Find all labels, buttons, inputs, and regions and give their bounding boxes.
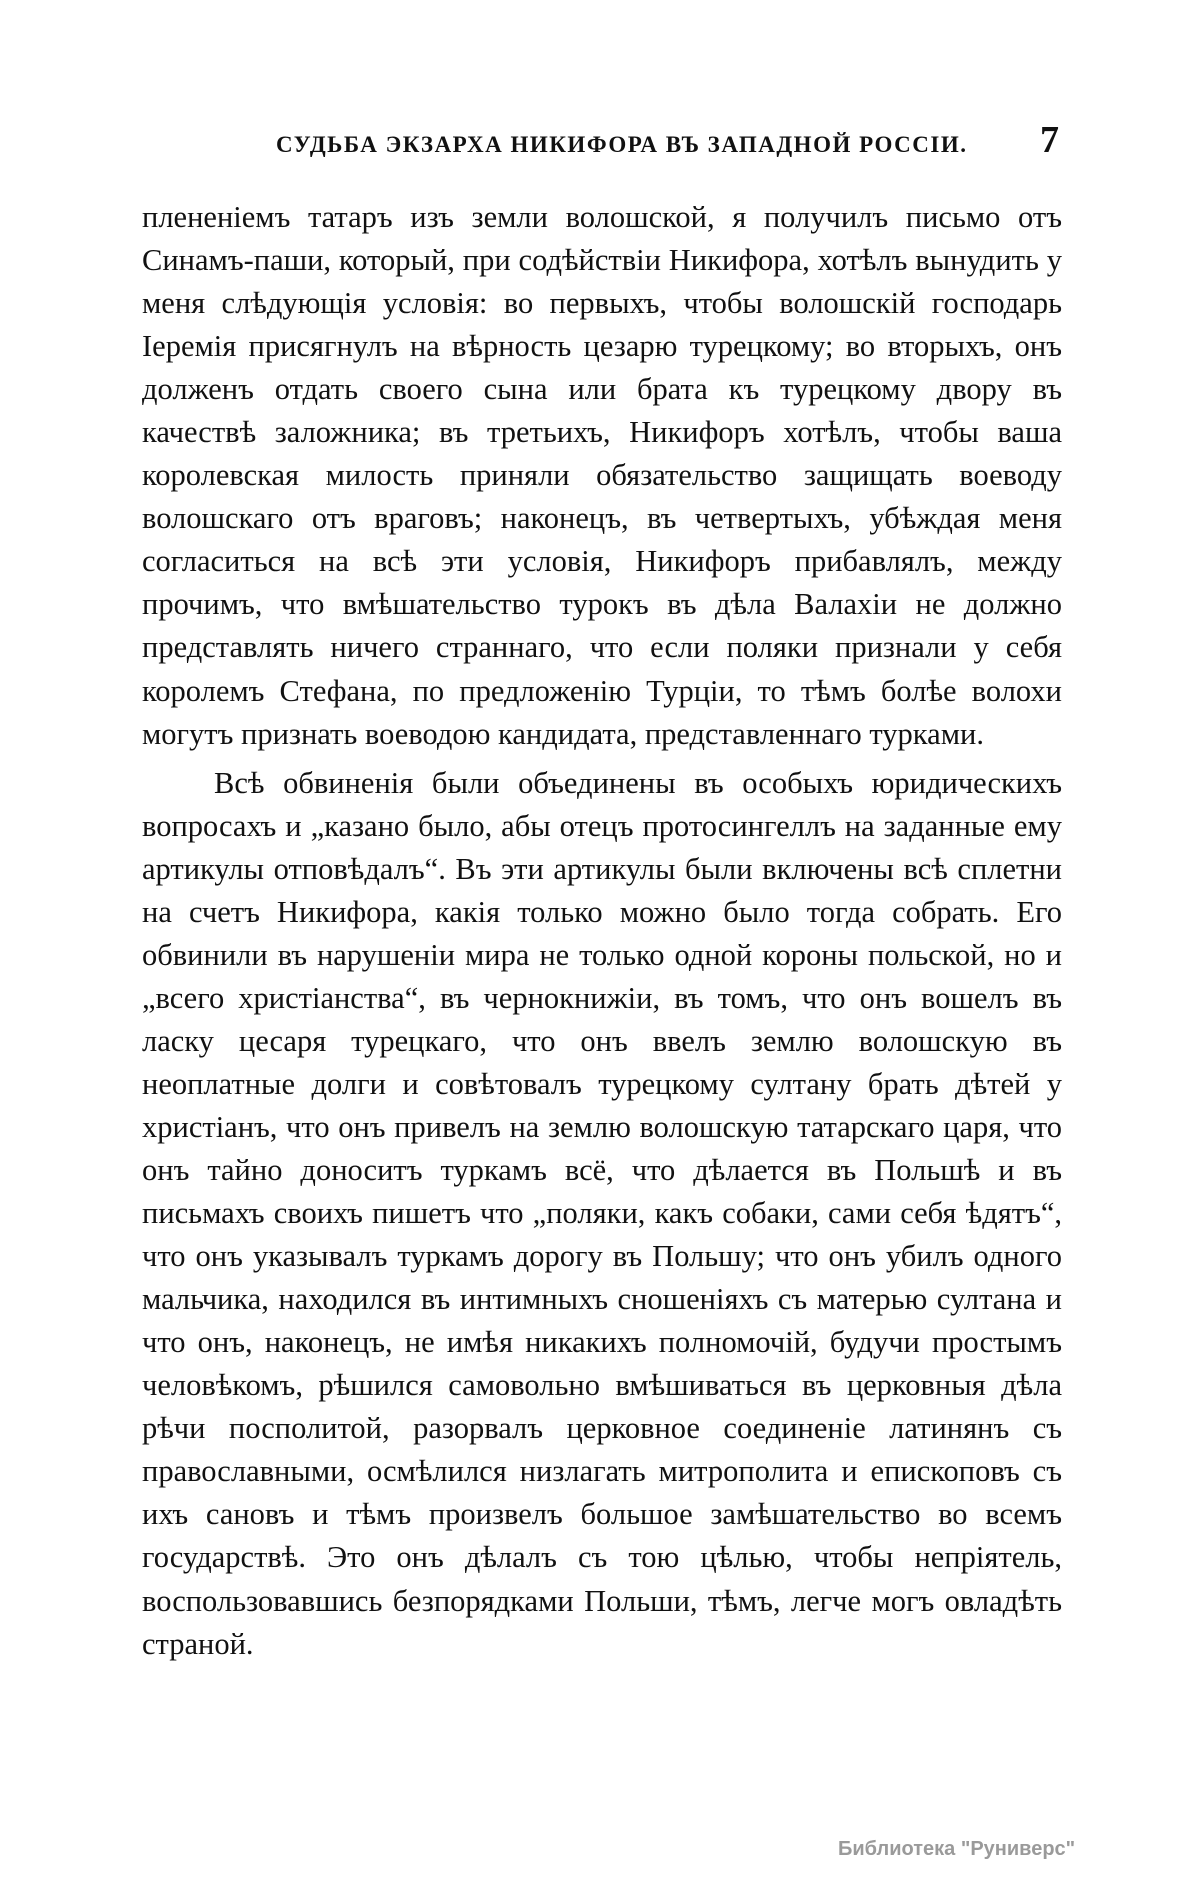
page-number: 7 [1040,119,1059,161]
running-head-title: СУДЬБА ЭКЗАРХА НИКИФОРА ВЪ ЗАПАДНОЙ РОССІИ. [276,132,968,157]
library-watermark: Библиотека "Руниверс" [838,1838,1076,1860]
paragraph-continuation: плененіемъ татаръ изъ земли волошской, я получилъ письмо отъ Синамъ-паши, который, при содѣйствіи Никифора, хотѣлъ вынудить у меня слѣдующія условія: во первыхъ, чтобы волошскій господарь Іеремія присягнулъ на вѣрность цезарю турецкому; во вторыхъ, онъ долженъ отдать своего сына или брата къ турецкому двору въ качествѣ заложника; въ третьихъ, Никифоръ хотѣлъ, чтобы ваша королевская милость приняли обязательство защищать воеводу волошскаго отъ враговъ; наконецъ, въ четвертыхъ, убѣждая меня согласиться на всѣ эти условія, Никифоръ прибавлялъ, между прочимъ, что вмѣшательство турокъ въ дѣла Валахіи не должно представлять ничего страннаго, что если поляки признали у себя королемъ Стефана, по предложенію Турціи, то тѣмъ болѣе волохи могутъ признать воеводою кандидата, представленнаго турками. [142,200,1062,751]
body-text [142,196,1062,1666]
paragraph-accusations: Всѣ обвиненія были объединены въ особыхъ юридическихъ вопросахъ и „казано было, абы отецъ протосингеллъ на заданные ему артикулы отповѣдалъ“. Въ эти артикулы были включены всѣ сплетни на счетъ Никифора, какія только можно было тогда собрать. Его обвинили въ нарушеніи мира не только одной короны польской, но и „всего христіанства“, въ чернокнижіи, въ томъ, что онъ вошелъ въ ласку цесаря турецкаго, что онъ ввелъ землю волошскую въ неоплатные долги и совѣтовалъ турецкому султану брать дѣтей у христіанъ, что онъ привелъ на землю волошскую татарскаго царя, что онъ тайно доноситъ туркамъ всё, что дѣлается въ Польшѣ и въ письмахъ своихъ пишетъ что „поляки, какъ собаки, сами себя ѣдятъ“, что онъ указывалъ туркамъ дорогу въ Польшу; что онъ убилъ одного мальчика, находился въ интимныхъ сношеніяхъ съ матерью султана и что онъ, наконецъ, не имѣя никакихъ полномочій, будучи простымъ человѣкомъ, рѣшился самовольно вмѣшиваться въ церковныя дѣла рѣчи посполитой, разорвалъ церковное соединеніе латинянъ съ православными, осмѣлился низлагать митрополита и епископовъ съ ихъ сановъ и тѣмъ произвелъ большое замѣшательство во всемъ государствѣ. Это онъ дѣлалъ съ тою цѣлью, чтобы непріятель, воспользовавшись безпорядками Польши, тѣмъ, легче могъ овладѣть страной. [142,765,1062,1661]
